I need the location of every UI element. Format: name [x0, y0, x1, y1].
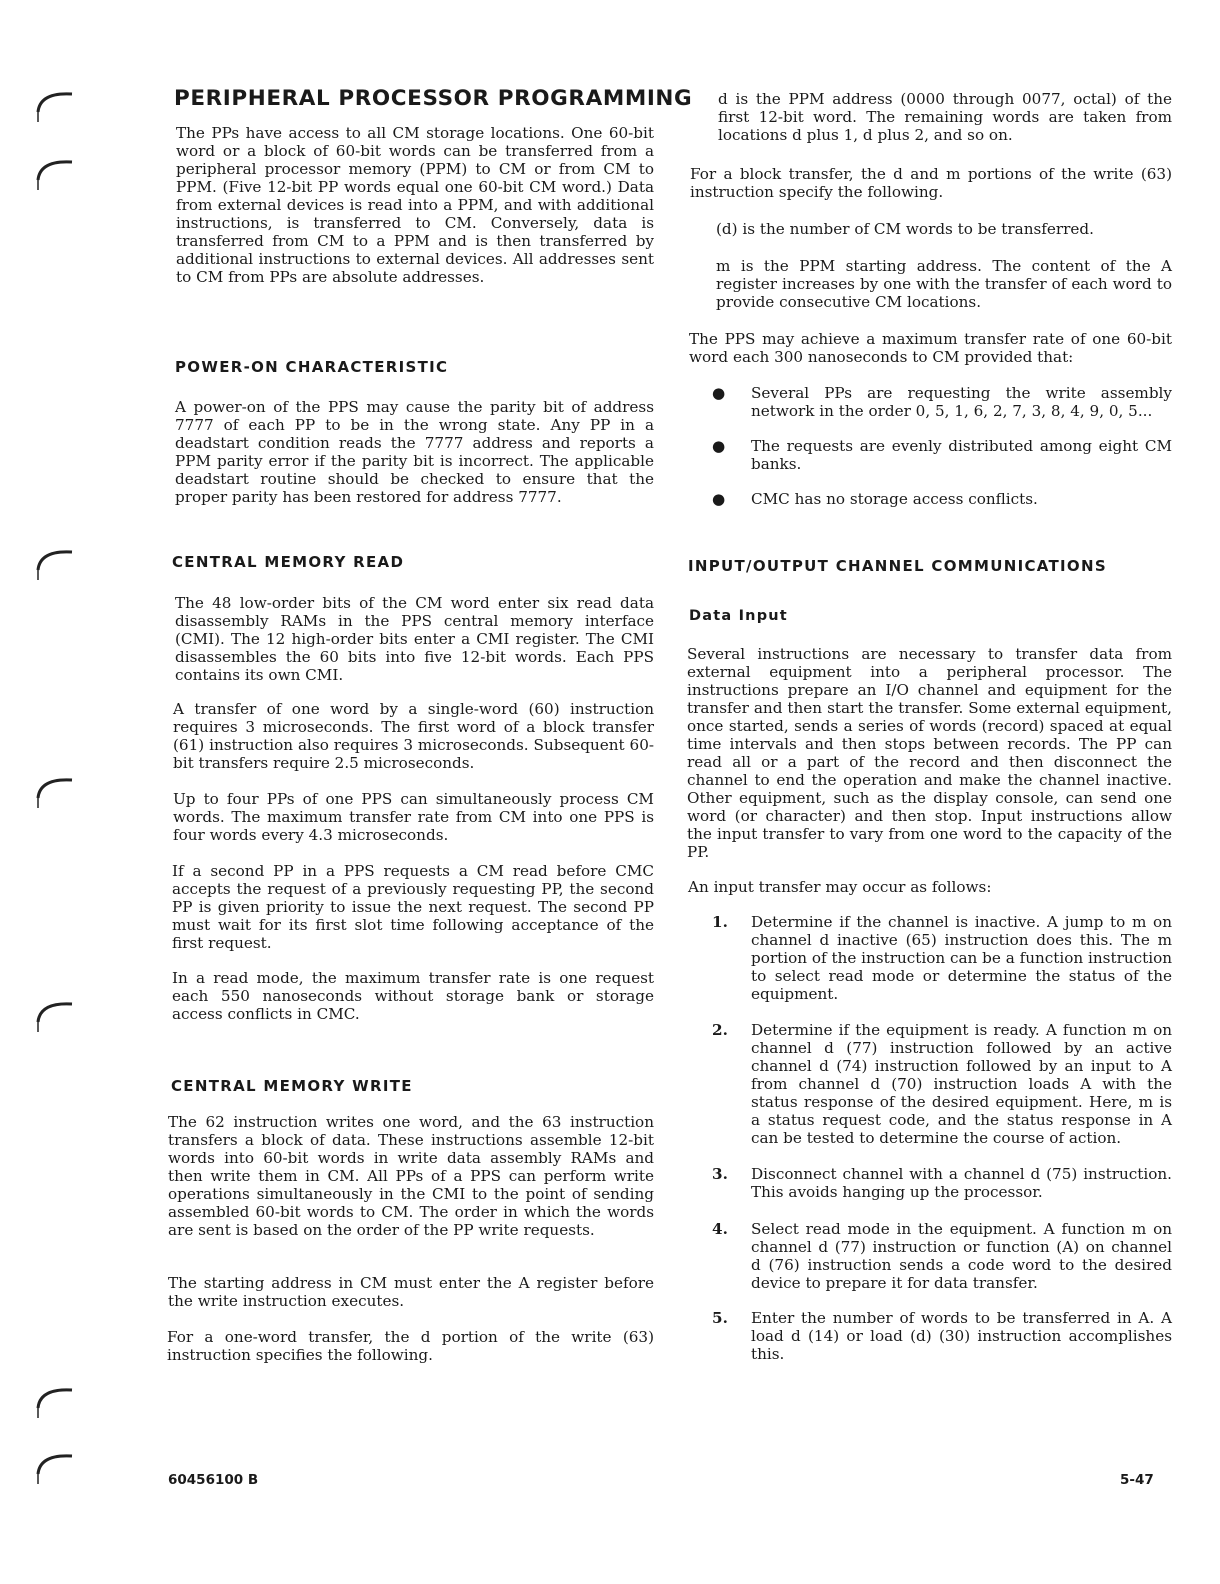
- list-item: 2. Determine if the equipment is ready. A function m on channel d (77) instruction followed by an active channel d (74) instruction followed by an input to A from channel d (70) instruction loads A with the status response of the desired equipment. Here, m is a status request code, and the status response in A can be tested to determine the course of action.: [712, 1021, 1172, 1147]
- d-address-paragraph: d is the PPM address (0000 through 0077, octal) of the first 12-bit word. The remaining words are taken from locations d plus 1, d plus 2, and so on.: [718, 90, 1172, 144]
- binder-hole-icon: [34, 1444, 78, 1488]
- list-item: ● CMC has no storage access conflicts.: [712, 490, 1038, 508]
- binder-hole-icon: [34, 150, 78, 194]
- d-count-paragraph: (d) is the number of CM words to be transferred.: [716, 220, 1094, 238]
- cm-write-paragraph: The starting address in CM must enter the A register before the write instruction executes.: [168, 1274, 654, 1310]
- power-on-paragraph: A power-on of the PPS may cause the parity bit of address 7777 of each PP to be in the wrong state. Any PP in a deadstart condition reads the 7777 address and reports a PPM parity error if the parity bit is incorrect. The applicable deadstart routine should be checked to ensure that the proper parity has been restored for address 7777.: [175, 398, 654, 506]
- binder-hole-icon: [34, 768, 78, 812]
- binder-hole-icon: [34, 1378, 78, 1422]
- list-item: 5. Enter the number of words to be transferred in A. A load d (14) or load (d) (30) instruction accomplishes this.: [712, 1309, 1172, 1363]
- list-item: 1. Determine if the channel is inactive. A jump to m on channel d inactive (65) instruction does this. The m portion of the instruction can be a function instruction to select read mode or determine the status of the equipment.: [712, 913, 1172, 1003]
- cm-read-paragraph: A transfer of one word by a single-word (60) instruction requires 3 microseconds. The first word of a block transfer (61) instruction also requires 3 microseconds. Subsequent 60-bit transfers require 2.5 microseconds.: [173, 700, 654, 772]
- intro-paragraph: The PPs have access to all CM storage locations. One 60-bit word or a block of 60-bit words can be transferred from a peripheral processor memory (PPM) to CM or from CM to PPM. (Five 12-bit PP words equal one 60-bit CM word.) Data from external devices is read into a PPM, and with additional instructions, is transferred to CM. Conversely, data is transferred from CM to a PPM and is then transferred by additional instructions to external devices. All addresses sent to CM from PPs are absolute addresses.: [176, 124, 654, 286]
- cm-read-paragraph: Up to four PPs of one PPS can simultaneously process CM words. The maximum transfer rate from CM into one PPS is four words every 4.3 microseconds.: [173, 790, 654, 844]
- cm-write-heading: CENTRAL MEMORY WRITE: [171, 1077, 413, 1095]
- document-number: 60456100 B: [168, 1472, 259, 1488]
- steps-intro: An input transfer may occur as follows:: [688, 878, 992, 896]
- cm-write-paragraph: The 62 instruction writes one word, and the 63 instruction transfers a block of data. These instructions assemble 12-bit words into 60-bit words in write data assembly RAMs and then write them in CM. All PPs of a PPS can perform write operations simultaneously in the CMI to the point of sending assembled 60-bit words to CM. The order in which the words are sent is based on the order of the PP write requests.: [168, 1113, 654, 1239]
- m-address-paragraph: m is the PPM starting address. The content of the A register increases by one with the transfer of each word to provide consecutive CM locations.: [716, 257, 1172, 311]
- bullet-icon: ●: [712, 437, 726, 455]
- cm-read-heading: CENTRAL MEMORY READ: [172, 553, 405, 571]
- binder-hole-icon: [34, 540, 78, 584]
- transfer-rate-paragraph: The PPS may achieve a maximum transfer rate of one 60-bit word each 300 nanoseconds to CM provided that:: [689, 330, 1172, 366]
- power-on-heading: POWER-ON CHARACTERISTIC: [175, 358, 449, 376]
- data-input-paragraph: Several instructions are necessary to transfer data from external equipment into a peripheral processor. The instructions prepare an I/O channel and equipment for the transfer and then start the transfer. Some external equipment, once started, sends a series of words (record) spaced at equal time intervals and then stops between records. The PP can read all or a part of the record and then disconnect the channel to end the operation and make the channel inactive. Other equipment, such as the display console, can send one word (or character) and then stop. Input instructions allow the input transfer to vary from one word to the capacity of the PP.: [687, 645, 1172, 861]
- binder-hole-icon: [34, 82, 78, 126]
- list-item: 4. Select read mode in the equipment. A function m on channel d (77) instruction or function (A) on channel d (76) instruction sends a code word to the desired device to prepare it for data transfer.: [712, 1220, 1172, 1292]
- list-item: ● The requests are evenly distributed among eight CM banks.: [712, 437, 1172, 473]
- io-heading: INPUT/OUTPUT CHANNEL COMMUNICATIONS: [688, 557, 1107, 575]
- cm-read-paragraph: If a second PP in a PPS requests a CM read before CMC accepts the request of a previously requesting PP, the second PP is given priority to issue the next request. The second PP must wait for its first slot time following acceptance of the first request.: [172, 862, 654, 952]
- page-title: PERIPHERAL PROCESSOR PROGRAMMING: [174, 86, 693, 111]
- data-input-subheading: Data Input: [689, 608, 788, 624]
- list-item: 3. Disconnect channel with a channel d (75) instruction. This avoids hanging up the processor.: [712, 1165, 1172, 1201]
- cm-read-paragraph: The 48 low-order bits of the CM word enter six read data disassembly RAMs in the PPS central memory interface (CMI). The 12 high-order bits enter a CMI register. The CMI disassembles the 60 bits into five 12-bit words. Each PPS contains its own CMI.: [175, 594, 654, 684]
- binder-hole-icon: [34, 992, 78, 1036]
- cm-read-paragraph: In a read mode, the maximum transfer rate is one request each 550 nanoseconds without storage bank or storage access conflicts in CMC.: [172, 969, 654, 1023]
- block-transfer-paragraph: For a block transfer, the d and m portions of the write (63) instruction specify the following.: [690, 165, 1172, 201]
- page-number: 5-47: [1120, 1472, 1154, 1488]
- cm-write-paragraph: For a one-word transfer, the d portion of the write (63) instruction specifies the following.: [167, 1328, 654, 1364]
- list-item: ● Several PPs are requesting the write assembly network in the order 0, 5, 1, 6, 2, 7, 3, 8, 4, 9, 0, 5...: [712, 384, 1172, 420]
- bullet-icon: ●: [712, 384, 726, 402]
- bullet-icon: ●: [712, 490, 726, 508]
